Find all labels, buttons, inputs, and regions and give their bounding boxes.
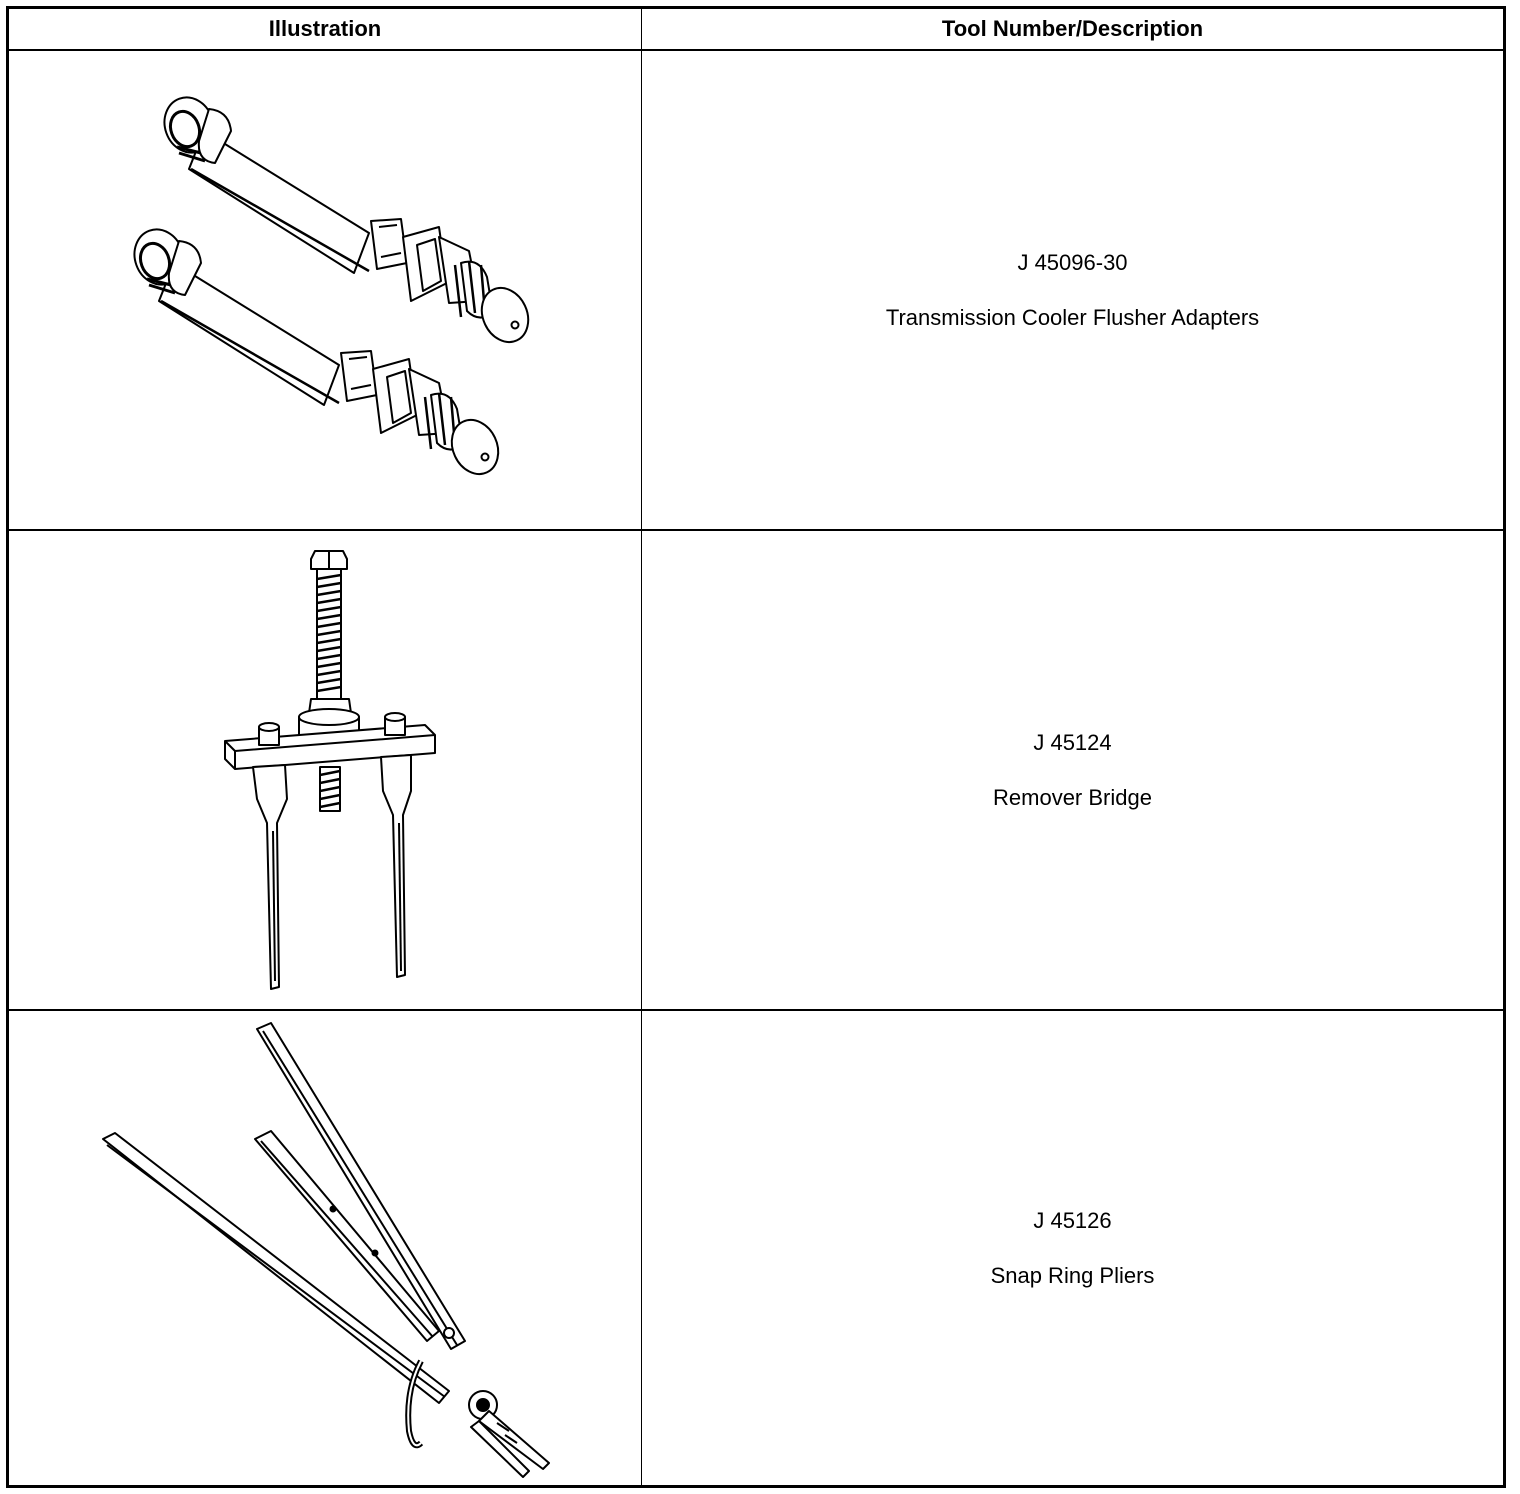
tool-number: J 45126	[1033, 1208, 1112, 1233]
illustration-cell	[9, 1011, 642, 1485]
illustration-cell	[9, 531, 642, 1009]
table-row	[9, 51, 1503, 531]
tool-name: Snap Ring Pliers	[990, 1263, 1155, 1288]
table-row	[9, 531, 1503, 1011]
remover-bridge-icon	[9, 531, 641, 1009]
description-cell	[642, 531, 1503, 1009]
header-tool-description: Tool Number/Description	[941, 16, 1204, 41]
description-cell	[642, 51, 1503, 529]
description-cell	[642, 1011, 1503, 1485]
table-header-row	[9, 9, 1503, 51]
tool-number: J 45124	[1033, 730, 1112, 755]
tool-name: Transmission Cooler Flusher Adapters	[885, 305, 1260, 330]
snap-ring-pliers-icon	[9, 1011, 641, 1483]
tool-table	[6, 6, 1506, 1488]
header-illustration: Illustration	[9, 9, 642, 49]
table-row	[9, 1011, 1503, 1485]
tool-name: Remover Bridge	[993, 785, 1152, 810]
illustration-cell	[9, 51, 642, 529]
tool-number: J 45096-30	[1017, 250, 1128, 275]
flusher-adapters-icon	[9, 51, 641, 529]
